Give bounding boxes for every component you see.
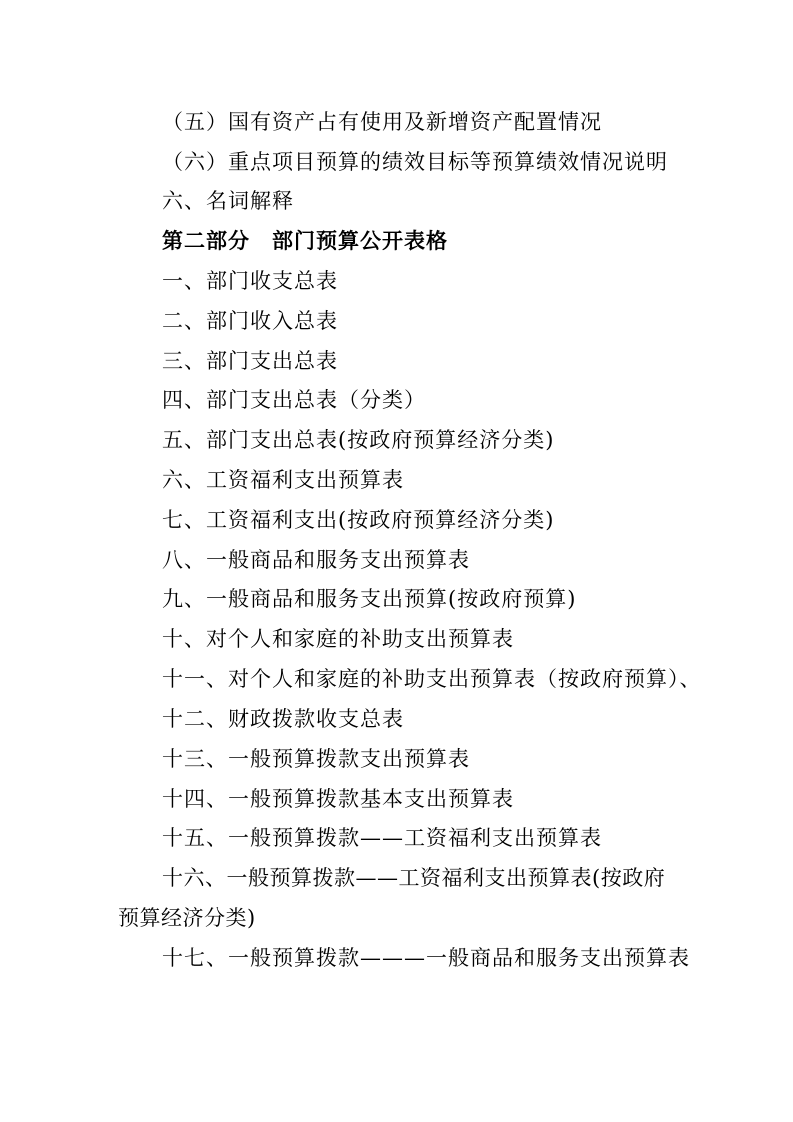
toc-line-table-4: 四、部门支出总表（分类） <box>162 388 426 412</box>
section-heading-part-two: 第二部分 部门预算公开表格 <box>162 229 448 253</box>
toc-line-table-10: 十、对个人和家庭的补助支出预算表 <box>162 627 514 651</box>
toc-line-table-14: 十四、一般预算拨款基本支出预算表 <box>162 787 514 811</box>
toc-line-table-2: 二、部门收入总表 <box>162 309 338 333</box>
toc-line-table-5: 五、部门支出总表(按政府预算经济分类) <box>162 428 555 452</box>
toc-line-table-7: 七、工资福利支出(按政府预算经济分类) <box>162 508 555 532</box>
toc-line-table-15: 十五、一般预算拨款——工资福利支出预算表 <box>162 826 602 850</box>
toc-line-table-16: 十六、一般预算拨款——工资福利支出预算表(按政府预算经济分类) <box>118 866 666 930</box>
toc-line-state-assets: （五）国有资产占有使用及新增资产配置情况 <box>162 110 602 134</box>
toc-line-table-8: 八、一般商品和服务支出预算表 <box>162 548 470 572</box>
toc-line-table-11: 十一、对个人和家庭的补助支出预算表（按政府预算）、 <box>162 667 702 691</box>
toc-line-table-13: 十三、一般预算拨款支出预算表 <box>162 747 470 771</box>
toc-line-table-3: 三、部门支出总表 <box>162 349 338 373</box>
toc-line-table-1: 一、部门收支总表 <box>162 269 338 293</box>
toc-line-glossary: 六、名词解释 <box>162 189 294 213</box>
toc-line-table-17: 十七、一般预算拨款———一般商品和服务支出预算表 <box>162 946 690 970</box>
toc-line-table-12: 十二、财政拨款收支总表 <box>162 707 404 731</box>
toc-line-table-9: 九、一般商品和服务支出预算(按政府预算) <box>162 587 577 611</box>
toc-line-table-6: 六、工资福利支出预算表 <box>162 468 404 492</box>
toc-line-performance-goals: （六）重点项目预算的绩效目标等预算绩效情况说明 <box>162 150 668 174</box>
